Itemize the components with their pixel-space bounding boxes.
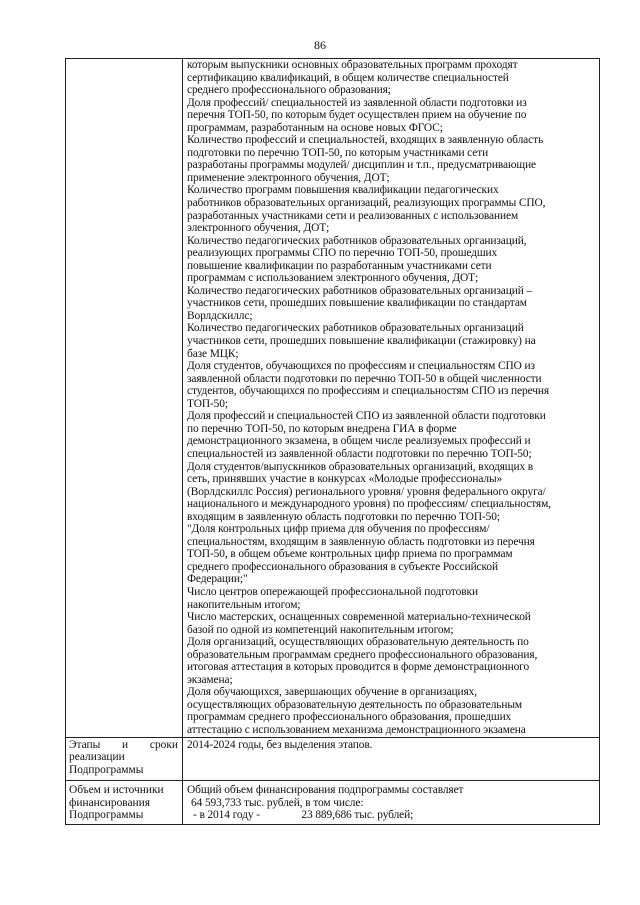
indicator-line: участников сети, прошедших повышение квалификации по стандартам xyxy=(187,297,527,310)
indicator-line: (Ворлдскиллс Россия) регионального уровня/ уровня федерального округа/ xyxy=(187,485,546,498)
indicator-line: участников сети, прошедших повышение квалификации (стажировку) на xyxy=(187,335,536,348)
indicator-line: Количество педагогических работников образовательных организаций, xyxy=(187,234,527,247)
indicator-line: Доля студентов, обучающихся по профессиям и специальностям СПО из xyxy=(187,360,535,373)
stages-label-word: Этапы xyxy=(69,738,101,751)
funding-row xyxy=(66,781,600,825)
indicator-line: демонстрационного экзамена, в общем числе реализуемых профессий и xyxy=(187,435,531,448)
indicator-line: национального и международного уровня) по профессиям/ специальностям, xyxy=(187,498,551,511)
stages-label-line3: Подпрограммы xyxy=(69,763,144,776)
indicator-line: Федерации;" xyxy=(187,573,248,586)
indicator-line: Доля организаций, осуществляющих образовательную деятельность по xyxy=(187,636,529,649)
indicator-line: Количество педагогических работников образовательных организаций xyxy=(187,322,524,335)
funding-label-line: финансирования xyxy=(69,796,150,809)
indicator-line: Доля профессий/ специальностей из заявленной области подготовки из xyxy=(187,96,527,109)
indicator-line: заявленной области подготовки по перечню ТОП-50 в общей численности xyxy=(187,372,542,385)
funding-amount-line: 64 593,733 тыс. рублей, в том числе: xyxy=(191,796,364,809)
indicator-line: которым выпускники основных образовательных программ проходят xyxy=(187,59,518,71)
indicator-line: программам с использованием электронного обучения, ДОТ; xyxy=(187,272,479,285)
indicator-line: студентов, обучающихся по профессиям и специальностям СПО из перечня xyxy=(187,385,550,398)
indicator-line: осуществляющих образовательную деятельность по образовательным xyxy=(187,698,523,711)
indicator-line: Число мастерских, оснащенных современной материально-технической xyxy=(187,611,531,624)
indicator-line: образовательным программам среднего профессионального образования, xyxy=(187,648,538,661)
funding-label-line: Подпрограммы xyxy=(69,809,144,822)
funding-total-line: Общий объем финансирования подпрограммы составляет xyxy=(187,784,464,797)
funding-year-amount: 23 889,686 тыс. рублей; xyxy=(301,809,414,822)
indicators-text xyxy=(187,59,595,737)
indicator-line: разработаны программы модулей/ дисциплин и т.п., предусматривающие xyxy=(187,159,537,172)
indicator-line: работников образовательных организаций, реализующих программы СПО, xyxy=(187,197,546,210)
indicator-line: Количество педагогических работников образовательных организаций – xyxy=(187,284,533,297)
indicator-line: специальностям, входящим в заявленную область подготовки из перечня xyxy=(187,535,535,548)
indicator-line: Доля студентов/выпускников образовательных организаций, входящих в xyxy=(187,460,534,473)
stages-value: 2014-2024 годы, без выделения этапов. xyxy=(187,738,373,751)
indicator-line: базой по одной из компетенций накопительным итогом; xyxy=(187,623,454,636)
indicator-line: Доля профессий и специальностей СПО из заявленной области подготовки xyxy=(187,410,546,423)
indicator-line: Количество профессий и специальностей, входящих в заявленную область xyxy=(187,134,544,147)
indicator-line: аттестацию с использованием механизма демонстрационного экзамена xyxy=(187,723,526,736)
indicator-line: повышение квалификации по разработанным участниками сети xyxy=(187,259,492,272)
stages-value-cell xyxy=(183,737,600,781)
indicator-line: по перечню ТОП-50, по которым внедрена ГИА в форме xyxy=(187,422,457,435)
stages-label-word: сроки xyxy=(149,738,178,751)
indicator-line: ТОП-50; xyxy=(187,397,228,410)
stages-label-line2: реализации xyxy=(69,751,125,764)
indicator-line: базе МЦК; xyxy=(187,347,239,360)
funding-value-cell xyxy=(183,781,600,825)
indicator-line: Ворлдскиллс; xyxy=(187,309,253,322)
indicator-line: программам, разработанным на основе новых ФГОС; xyxy=(187,121,443,134)
stages-label-word: и xyxy=(122,738,129,751)
stages-row xyxy=(66,737,600,781)
page-number: 86 xyxy=(314,38,326,52)
indicator-line: накопительным итогом; xyxy=(187,598,301,611)
indicator-line: сертификацию квалификаций, в общем количестве специальностей xyxy=(187,71,509,84)
indicator-line: Доля обучающихся, завершающих обучение в организациях, xyxy=(187,686,478,699)
funding-year-line xyxy=(187,809,595,822)
stages-label-line1 xyxy=(69,739,178,752)
indicator-line: применение электронного обучения, ДОТ; xyxy=(187,171,390,184)
indicator-line: сеть, принявших участие в конкурсах «Молодые профессионалы» xyxy=(187,473,503,486)
funding-label-cell xyxy=(66,781,183,825)
indicator-line: электронного обучения, ДОТ; xyxy=(187,222,330,235)
indicator-line: ТОП-50, в общем объеме контрольных цифр приема по программам xyxy=(187,548,513,561)
indicators-row xyxy=(66,59,600,738)
indicator-line: реализующих программы СПО по перечню ТОП-50, прошедших xyxy=(187,247,498,260)
indicator-line: входящим в заявленную область подготовки по перечню ТОП-50; xyxy=(187,510,500,523)
stages-label-cell xyxy=(66,737,183,781)
indicator-line: Число центров опережающей профессиональной подготовки xyxy=(187,585,478,598)
indicators-label-cell xyxy=(66,59,183,738)
indicator-line: перечня ТОП-50, по которым будет осуществлен прием на обучение по xyxy=(187,109,527,122)
indicator-line: разработанных участниками сети и реализованных с использованием xyxy=(187,209,519,222)
indicator-line: итоговая аттестация в которых проводится в форме демонстрационного xyxy=(187,661,530,674)
indicator-line: специальностей из заявленной области подготовки по перечню ТОП-50; xyxy=(187,447,532,460)
passport-table xyxy=(65,58,600,825)
indicator-line: "Доля контрольных цифр приема для обучения по профессиям/ xyxy=(187,523,490,536)
indicator-line: среднего профессионального образования; xyxy=(187,84,391,97)
indicator-line: экзамена; xyxy=(187,673,233,686)
funding-label-line: Объем и источники xyxy=(69,784,164,797)
indicator-line: программам среднего профессионального образования, прошедших xyxy=(187,711,512,724)
indicator-line: Количество программ повышения квалификации педагогических xyxy=(187,184,499,197)
funding-year: - в 2014 году - xyxy=(193,809,260,822)
indicator-line: среднего профессионального образования в субъекте Российской xyxy=(187,560,498,573)
indicator-line: подготовки по перечню ТОП-50, по которым участниками сети xyxy=(187,146,489,159)
indicators-cell xyxy=(183,59,600,738)
